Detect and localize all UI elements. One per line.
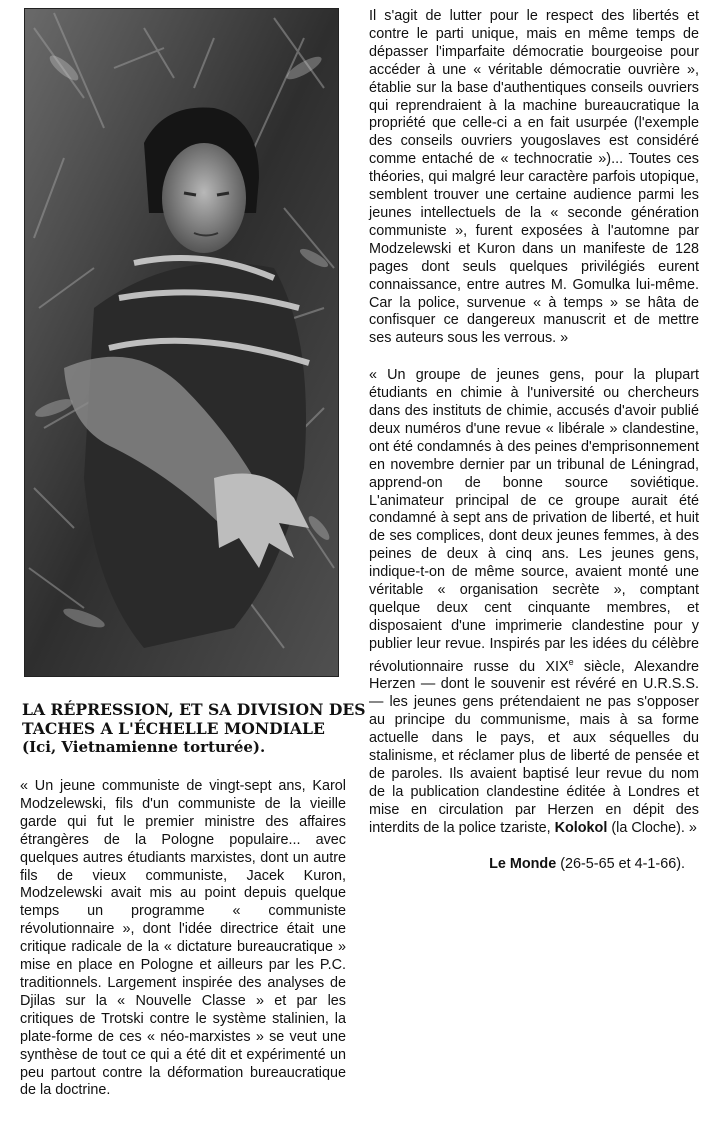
paragraph-text-1: « Un groupe de jeunes gens, pour la plupart étudiants en chimie à l'université ou chercheurs dans des instituts de chimie, accusés d'avoir publié deux numéros d'une revue « libérale » clandestine, ont été condamnés à des peines d'emprisonnement en novembre dernier par un tribunal de Léningrad, apprend-on de bonne source soviétique. L'animateur principal de ce groupe aurait été condamné à sept ans de privation de liberté, et huit de ses complices, dont deux jeunes femmes, à des peines de deux à cinq ans. Les jeunes gens, indique-t-on de même source, avaient monté une véritable « organisation secrète », comptant quelque deux cent cinquante membres, et disposaient d'une imprimerie clandestine pour y publier leur revue. Inspirés par les idées du célèbre révolutionnaire russe du XIX xyxy=(369,367,699,675)
article-paragraph-liberties: Il s'agit de lutter pour le respect des libertés et contre le parti unique, mais en même temps de dépasser l'imparfaite démocratie bourgeoise pour accéder à une « véritable démocratie ouvrière », établie sur la base d'authentiques conseils ouvriers qui reprendraient à la machine bureaucratique la propriété que celle-ci a en fait usurpée (l'exemple des conseils ouvriers yougoslaves est considéré comme entaché de « technocratie »)... Toutes ces théories, qui malgré leur caractère parfois utopique, semblent trouver une certaine audience parmi les jeunes intellectuels de la « seconde génération communiste », furent exposées à l'automne par Modzelewski et Kuron dans un manifeste de 128 pages dont seuls quelques privilégiés eurent connaissance, entre autres M. Gomulka lui-même. Car la police, survenue « à temps » se hâta de confisquer ce dangereux manuscrit et de mettre ses auteurs sous les verrous. » xyxy=(369,8,699,347)
photo-caption xyxy=(22,700,366,757)
source-name: Le Monde xyxy=(489,855,557,872)
source-citation xyxy=(369,856,699,874)
photo-tortured-woman-icon xyxy=(24,8,339,677)
paragraph-text-2: siècle, Alexandre Herzen — dont le souvenir est révéré en U.R.S.S. — les jeunes gens prétendaient ne pas s'opposer au principe du communisme, mais à sa forme actuelle dans le pays, et aux séquelles du stalinisme, et réclamer plus de liberté de pensée et de paroles. Ils avaient baptisé leur revue du nom de la publication clandestine éditée à Londres et mise en circulation par Herzen en dépit des interdits de la police tzariste, xyxy=(369,658,699,836)
paragraph-text-3: (la Cloche). » xyxy=(607,819,697,836)
caption-line-1: LA RÉPRESSION, ET SA DIVISION DES xyxy=(22,700,366,719)
century-superscript: e xyxy=(568,656,574,667)
caption-line-2: TACHES A L'ÉCHELLE MONDIALE xyxy=(22,719,325,738)
caption-line-3: (Ici, Vietnamienne torturée). xyxy=(22,738,266,756)
photo xyxy=(24,8,339,677)
source-dates: (26-5-65 et 4-1-66). xyxy=(556,855,685,872)
article-paragraph-modzelewski: « Un jeune communiste de vingt-sept ans, Karol Modzelewski, fils d'un communiste de la vieille garde qui fut le premier ministre des affaires étrangères de la Pologne populaire... avec quelques autres étudiants marxistes, dont un autre fils de vieux communiste, Jacek Kuron, Modzelewski avait mis au point depuis quelque temps un programme « communiste révolutionnaire », dont l'idée directrice était une critique radicale de la « dictature bureaucratique » mise en place en Pologne et ailleurs par les P.C. traditionnels. Largement inspirée des analyses de Djilas sur la « Nouvelle Classe » et par les critiques de Trotski contre le système stalinien, la plate-forme de ces « néo-marxistes » se veut une synthèse de tout ce qui a été dit et expérimenté un peu partout contre la déformation bureaucratique de la doctrine. xyxy=(20,778,346,1099)
article-paragraph-leningrad xyxy=(369,367,699,837)
right-column xyxy=(369,8,699,873)
kolokol-title: Kolokol xyxy=(554,819,608,836)
